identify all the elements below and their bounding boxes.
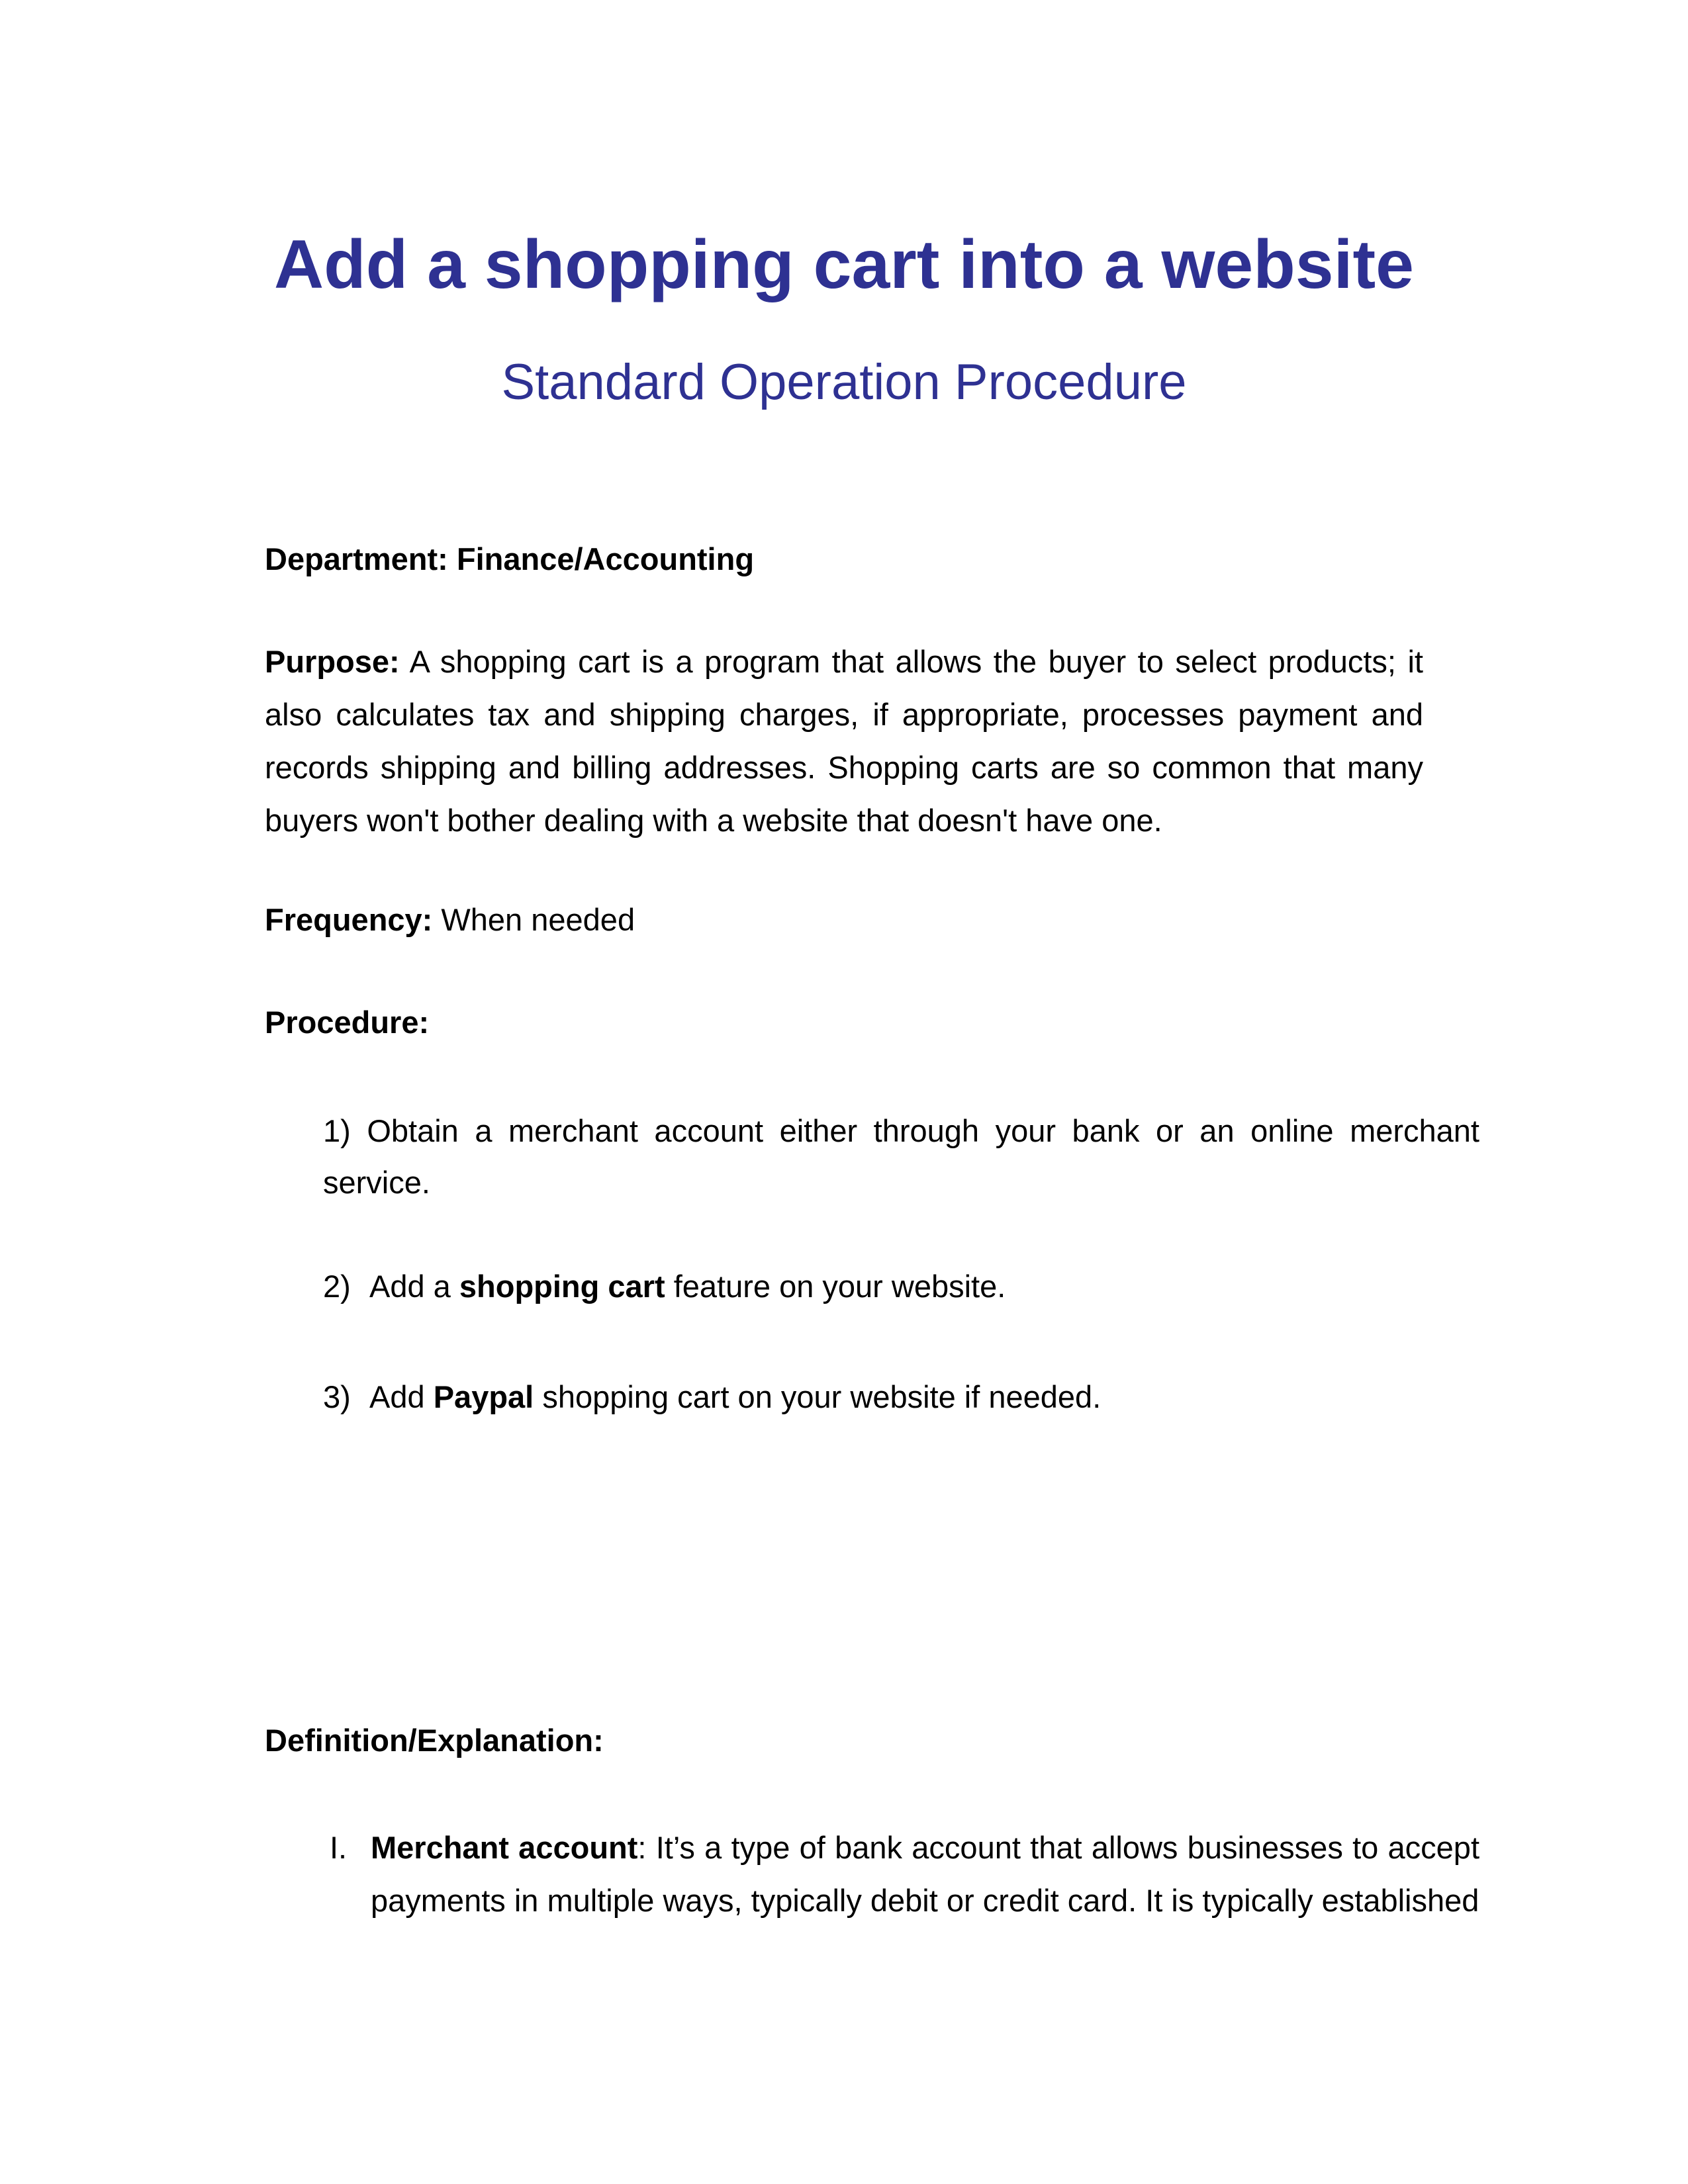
procedure-step-1 bbox=[323, 1105, 1479, 1208]
purpose-label: Purpose: bbox=[265, 644, 400, 679]
purpose-text: A shopping cart is a program that allows the buyer to select products; it also calculates tax and shipping charges, if appropriate, processes payment and records shipping and billing addresses. Shopping carts are so common that many buyers won't bother dealing with a website that doesn't have one. bbox=[265, 644, 1423, 838]
step-number: 2) bbox=[323, 1269, 351, 1304]
step-text: Obtain a merchant account either through your bank or an online merchant service. bbox=[323, 1113, 1479, 1200]
step-text-bold: Paypal bbox=[433, 1379, 534, 1414]
step-text-bold: shopping cart bbox=[459, 1269, 665, 1304]
definitions-heading: Definition/Explanation: bbox=[265, 1723, 604, 1758]
frequency-value: When needed bbox=[441, 902, 635, 937]
step-number: 1) bbox=[323, 1113, 351, 1148]
document-subtitle: Standard Operation Procedure bbox=[501, 354, 1187, 410]
step-number: 3) bbox=[323, 1379, 351, 1414]
frequency-line bbox=[265, 893, 1423, 946]
step-text-post: feature on your website. bbox=[673, 1269, 1006, 1304]
department-value: Finance/Accounting bbox=[456, 541, 755, 576]
frequency-label: Frequency: bbox=[265, 902, 433, 937]
definition-item bbox=[330, 1821, 1480, 1927]
definition-text: : It’s a type of bank account that allows businesses to accept payments in multiple ways, typically debit or credit card. It is typically established bbox=[371, 1830, 1480, 1918]
purpose-paragraph bbox=[265, 635, 1423, 847]
department-line bbox=[265, 533, 1423, 586]
step-text-pre: Add bbox=[369, 1379, 425, 1414]
procedure-heading: Procedure: bbox=[265, 1005, 430, 1040]
step-text-pre: Add a bbox=[369, 1269, 451, 1304]
definition-term: Merchant account bbox=[371, 1830, 638, 1865]
department-label: Department: bbox=[265, 541, 448, 576]
procedure-step-2 bbox=[323, 1261, 1479, 1312]
procedure-step-3 bbox=[323, 1371, 1479, 1423]
definition-numeral: I. bbox=[330, 1830, 348, 1865]
document-title: Add a shopping cart into a website bbox=[274, 226, 1414, 303]
step-text-post: shopping cart on your website if needed. bbox=[542, 1379, 1102, 1414]
